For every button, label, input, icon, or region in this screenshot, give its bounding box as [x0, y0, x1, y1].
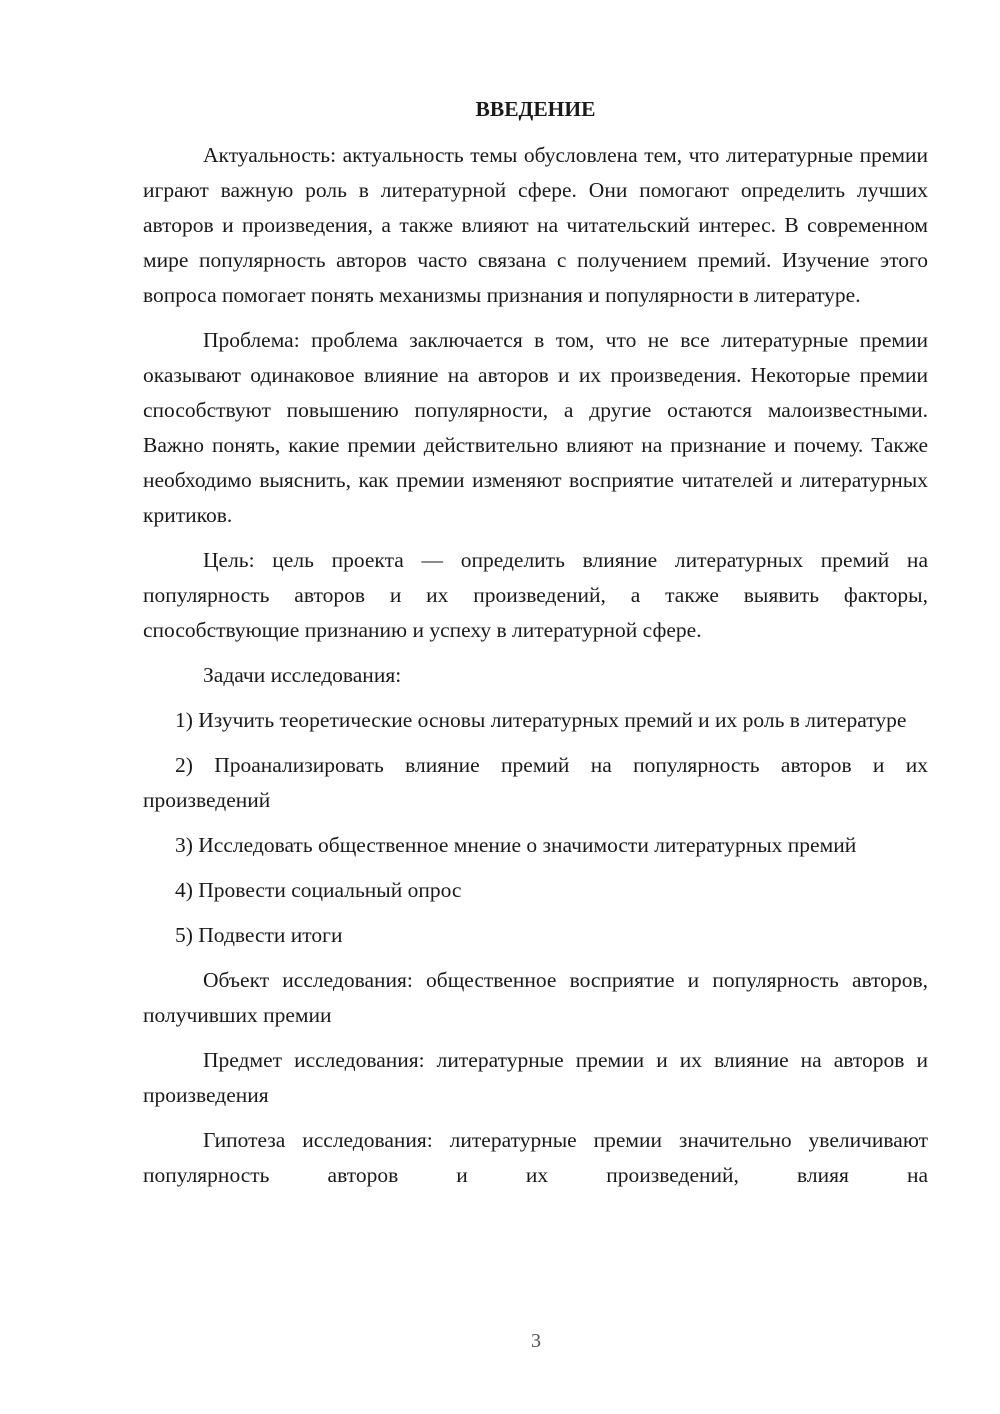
goal-paragraph: Цель: цель проекта — определить влияние литературных премий на популярность авторов и их произведений, а также выявить факторы, способствующие признанию и успеху в литературной сфере. — [143, 548, 928, 642]
task-item: 1) Изучить теоретические основы литературных премий и их роль в литературе — [175, 708, 907, 732]
subject-paragraph: Предмет исследования: литературные премии и их влияние на авторов и произведения — [143, 1048, 928, 1107]
task-item: 5) Подвести итоги — [175, 923, 343, 947]
relevance-paragraph: Актуальность: актуальность темы обусловлена тем, что литературные премии играют важную роль в литературной сфере. Они помогают определить лучших авторов и произведения, а также влияют на читательский интерес. В современном мире популярность авторов часто связана с получением премий. Изучение этого вопроса помогает понять механизмы признания и популярности в литературе. — [143, 143, 928, 307]
task-item: 4) Провести социальный опрос — [175, 878, 462, 902]
section-title: ВВЕДЕНИЕ — [475, 97, 596, 121]
task-item: 2) Проанализировать влияние премий на популярность авторов и их произведений — [143, 753, 928, 812]
task-item: 3) Исследовать общественное мнение о значимости литературных премий — [175, 833, 857, 857]
document-page — [143, 92, 928, 1203]
hypothesis-paragraph: Гипотеза исследования: литературные премии значительно увеличивают популярность авторов и их произведений, влияя на — [143, 1128, 928, 1187]
tasks-heading: Задачи исследования: — [203, 663, 402, 687]
object-paragraph: Объект исследования: общественное восприятие и популярность авторов, получивших премии — [143, 968, 928, 1027]
problem-paragraph: Проблема: проблема заключается в том, что не все литературные премии оказывают одинаковое влияние на авторов и их произведения. Некоторые премии способствуют повышению популярности, а другие остаются малоизвестными. Важно понять, какие премии действительно влияют на признание и почему. Также необходимо выяснить, как премии изменяют восприятие читателей и литературных критиков. — [143, 328, 928, 527]
page-number: 3 — [531, 1330, 541, 1352]
